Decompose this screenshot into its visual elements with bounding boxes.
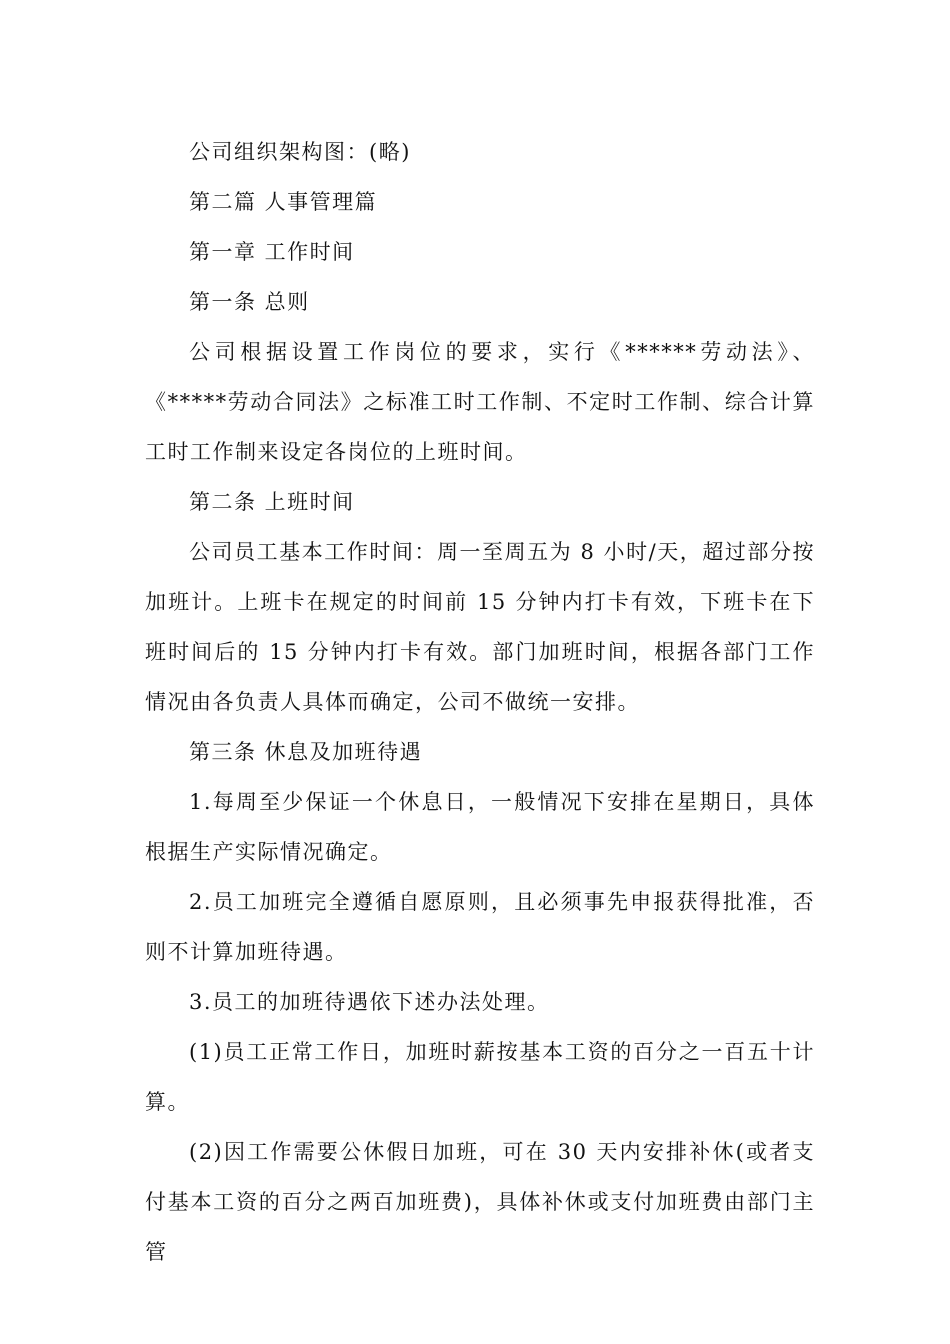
list-item-3: 3.员工的加班待遇依下述办法处理。 (189, 990, 550, 1014)
article-2-heading: 第二条 上班时间 (189, 490, 355, 514)
chapter-heading: 第一章 工作时间 (189, 240, 355, 264)
sub-item-2: (2)因工作需要公休假日加班，可在 30 天内安排补休(或者支付基本工资的百分之两百加班费)，具体补休或支付加班费由部门主管 (145, 1140, 815, 1264)
list-item-1: 1.每周至少保证一个休息日，一般情况下安排在星期日，具体根据生产实际情况确定。 (145, 790, 815, 864)
article-3-heading: 第三条 休息及加班待遇 (189, 740, 423, 764)
sub-item-1: (1)员工正常工作日，加班时薪按基本工资的百分之一百五十计算。 (145, 1040, 815, 1114)
part-heading: 第二篇 人事管理篇 (189, 190, 378, 214)
article-2-body: 公司员工基本工作时间：周一至周五为 8 小时/天，超过部分按加班计。上班卡在规定的时间前 15 分钟内打卡有效，下班卡在下班时间后的 15 分钟内打卡有效。部门加班时间，根据各部门工作情况由各负责人具体而确定，公司不做统一安排。 (145, 540, 815, 714)
article-1-heading: 第一条 总则 (189, 290, 310, 314)
article-1-body: 公司根据设置工作岗位的要求，实行《******劳动法》、《*****劳动合同法》之标准工时工作制、不定时工作制、综合计算工时工作制来设定各岗位的上班时间。 (145, 340, 815, 464)
org-chart-note: 公司组织架构图：(略) (189, 140, 411, 164)
list-item-2: 2.员工加班完全遵循自愿原则，且必须事先申报获得批准，否则不计算加班待遇。 (145, 890, 815, 964)
